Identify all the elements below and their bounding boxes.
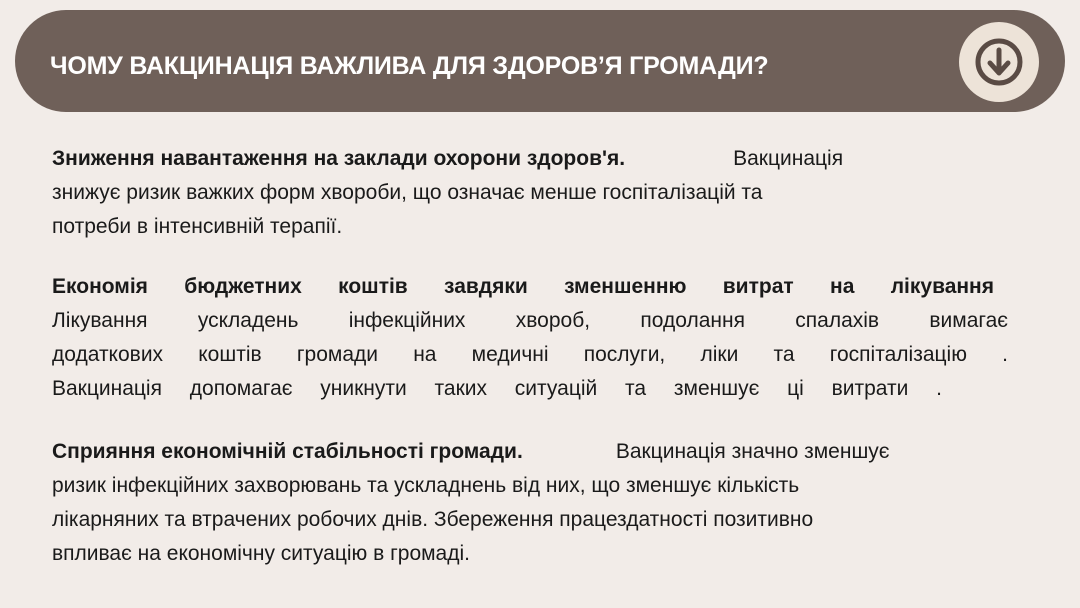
section-text: впливає на економічну ситуацію в громаді. xyxy=(52,542,470,565)
section-text: потреби в інтенсивній терапії. xyxy=(52,215,343,238)
section-text: лікарняних та втрачених робочих днів. Збереження працездатності позитивно xyxy=(52,508,814,531)
section-heading: Економія бюджетних коштів завдяки зменшенню витрат на лікування xyxy=(52,275,994,298)
section-budget-savings xyxy=(52,270,1022,406)
section-first-line xyxy=(52,142,1022,176)
section-first-line xyxy=(52,435,1022,469)
section-heading: Зниження навантаження на заклади охорони здоров'я. xyxy=(52,147,626,170)
section-text: додаткових коштів громади на медичні послуги, ліки та госпіталізацію . xyxy=(52,343,1008,366)
section-text: Вакцинація допомагає уникнути таких ситуацій та зменшує ці витрати . xyxy=(52,377,942,400)
section-heading: Сприяння економічній стабільності громади. xyxy=(52,440,523,463)
section-text: ризик інфекційних захворювань та ускладнень від них, що зменшує кількість xyxy=(52,474,800,497)
section-text: знижує ризик важких форм хвороби, що означає менше госпіталізацій та xyxy=(52,181,763,204)
section-healthcare-load xyxy=(52,142,1022,244)
page-title: ЧОМУ ВАКЦИНАЦІЯ ВАЖЛИВА ДЛЯ ЗДОРОВ’Я ГРОМАДИ? xyxy=(50,52,769,80)
section-text: Вакцинація xyxy=(733,147,844,170)
arrow-down-icon xyxy=(959,22,1039,102)
section-text: Лікування ускладень інфекційних хвороб, подолання спалахів вимагає xyxy=(52,309,1008,332)
section-economic-stability xyxy=(52,435,1022,571)
section-text: Вакцинація значно зменшує xyxy=(615,440,890,463)
header-bar xyxy=(15,10,1065,112)
arrow-down-circle-icon[interactable] xyxy=(959,22,1039,102)
